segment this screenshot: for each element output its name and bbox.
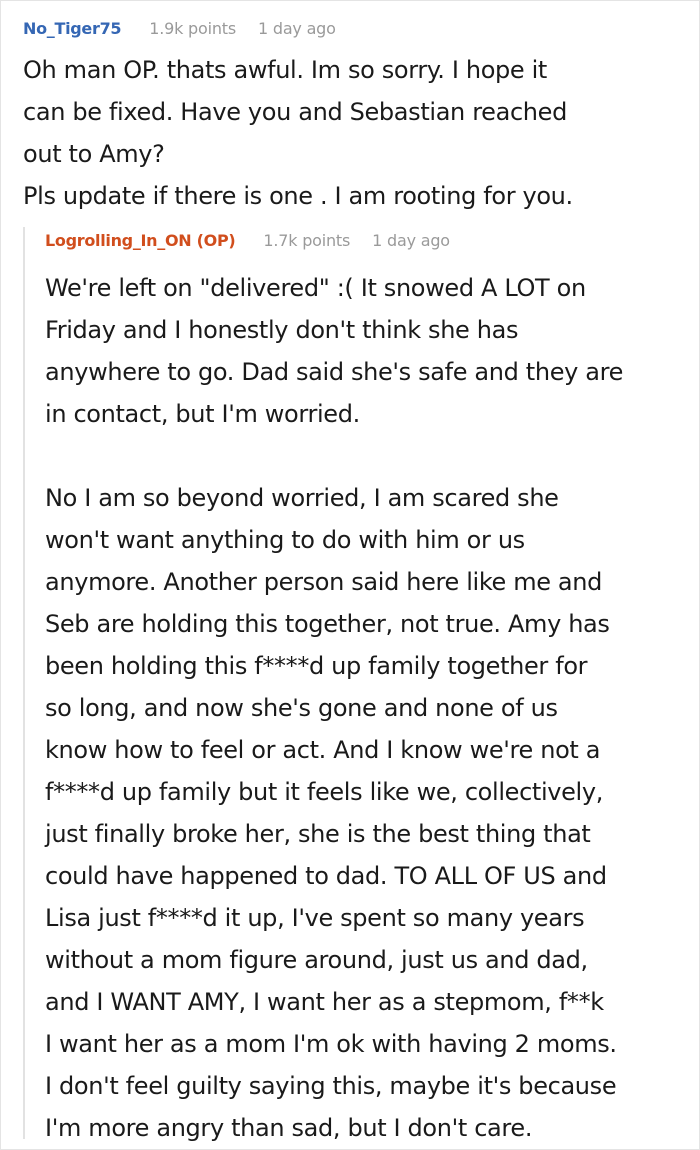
reply-content — [45, 231, 691, 1149]
reply-body-line: Friday and I honestly don't think she has — [45, 316, 519, 344]
op-username-link[interactable]: Logrolling_In_ON (OP) — [45, 231, 236, 250]
reply-points: 1.7k points — [263, 231, 351, 250]
comment-username-link[interactable]: No_Tiger75 — [23, 19, 122, 38]
reply-body-line: been holding this f****d up family together for — [45, 652, 588, 680]
reply-body-line: won't want anything to do with him or us — [45, 526, 525, 554]
reply-body-line: could have happened to dad. TO ALL OF US and — [45, 862, 607, 890]
comment-body-line: Oh man OP. thats awful. Im so sorry. I hope it — [23, 56, 547, 84]
comment-points: 1.9k points — [149, 19, 236, 38]
reply-timestamp: 1 day ago — [372, 231, 450, 250]
reply-meta — [45, 231, 691, 257]
reply-body-line: We're left on "delivered" :( It snowed A LOT on — [45, 274, 586, 302]
comment-meta — [23, 19, 683, 45]
reply-body-line: I'm more angry than sad, but I don't care. — [45, 1114, 533, 1142]
reply-body-line: No I am so beyond worried, I am scared she — [45, 484, 559, 512]
reply-body-line: in contact, but I'm worried. — [45, 400, 360, 428]
reply-comment — [23, 227, 693, 1141]
reply-body-line: and I WANT AMY, I want her as a stepmom, f**k — [45, 988, 604, 1016]
reply-body-line: just finally broke her, she is the best thing that — [45, 820, 591, 848]
comment-timestamp: 1 day ago — [258, 19, 336, 38]
comment-body-line: can be fixed. Have you and Sebastian reached — [23, 98, 567, 126]
reply-body — [45, 267, 691, 1149]
paragraph-spacer — [45, 435, 691, 477]
reply-body-line: I want her as a mom I'm ok with having 2 moms. — [45, 1030, 617, 1058]
comment — [23, 19, 683, 217]
reply-body-line: anymore. Another person said here like me and — [45, 568, 603, 596]
reply-body-line: I don't feel guilty saying this, maybe it's because — [45, 1072, 617, 1100]
reply-body-line: anywhere to go. Dad said she's safe and they are — [45, 358, 624, 386]
reply-body-line: so long, and now she's gone and none of us — [45, 694, 558, 722]
reply-paragraph — [45, 477, 691, 1149]
reply-body-line: know how to feel or act. And I know we're not a — [45, 736, 601, 764]
comment-body-line: out to Amy? — [23, 140, 165, 168]
comment-body — [23, 49, 683, 217]
reply-paragraph — [45, 267, 691, 435]
thread-collapse-line[interactable] — [23, 227, 25, 1139]
reply-body-line: Lisa just f****d it up, I've spent so many years — [45, 904, 585, 932]
comment-body-line: Pls update if there is one . I am rooting for you. — [23, 182, 573, 210]
reply-body-line: Seb are holding this together, not true. Amy has — [45, 610, 610, 638]
reply-body-line: without a mom figure around, just us and dad, — [45, 946, 588, 974]
reply-body-line: f****d up family but it feels like we, collectively, — [45, 778, 604, 806]
